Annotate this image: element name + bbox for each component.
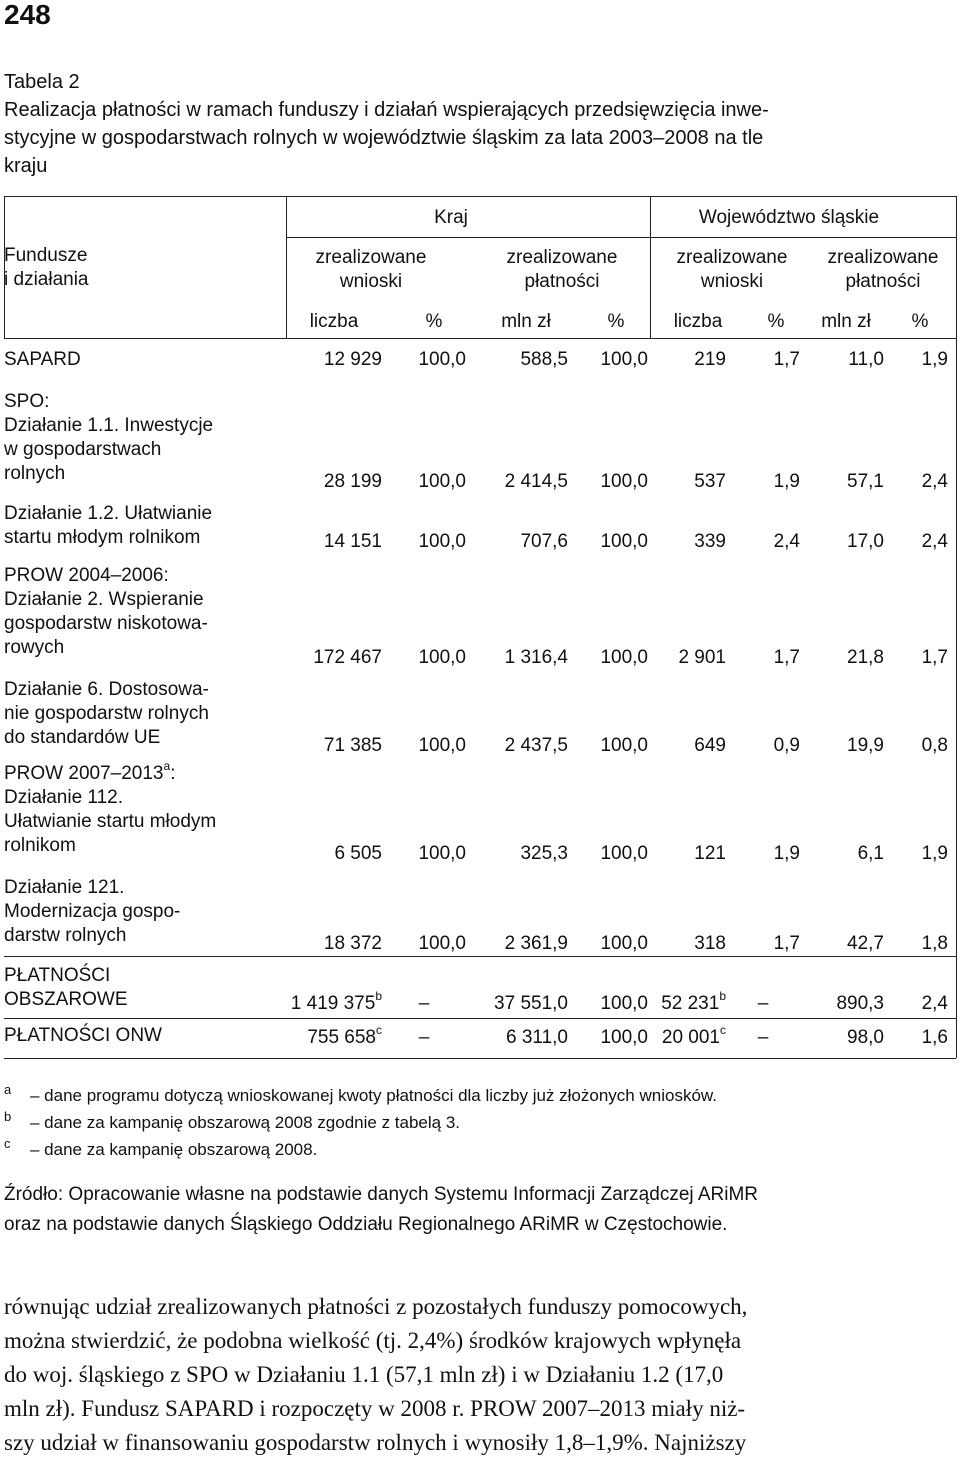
table-cell: [800, 734, 884, 758]
cell-value: 17,0: [847, 531, 884, 552]
table-cell: [726, 842, 800, 866]
subheader-line: wnioski: [339, 271, 403, 292]
table-number: Tabela 2: [4, 71, 80, 93]
table-cell: [466, 470, 568, 494]
footnote-ref: c: [376, 1022, 382, 1037]
cell-value: 1,9: [921, 843, 948, 864]
cell-value: 1,7: [921, 647, 948, 668]
cell-value: 6 505: [334, 843, 382, 864]
body-line: równując udział zrealizowanych płatności z pozostałych funduszy pomocowych,: [4, 1294, 748, 1319]
table-cell: [568, 348, 648, 372]
unit-header: mln zł: [501, 311, 551, 332]
table-cell: [568, 992, 648, 1016]
cell-value: 1,9: [773, 843, 800, 864]
row-label-line: [4, 1024, 284, 1048]
subheader-kraj-platnosci: [476, 246, 648, 294]
page-number: 248: [4, 0, 51, 30]
table-cell: [568, 470, 648, 494]
cell-value: 2 361,9: [504, 933, 568, 954]
row-label-text: OBSZAROWE: [4, 989, 128, 1010]
row-header-line: Fundusze: [4, 245, 88, 266]
footnote-mark: c: [4, 1136, 11, 1151]
table-cell: [466, 932, 568, 956]
unit-header: %: [911, 311, 929, 332]
cell-value: 1,7: [773, 349, 800, 370]
unit-header: mln zł: [821, 311, 871, 332]
row-label-line: [4, 348, 284, 372]
row-label-text: Działanie 6. Dostosowa-: [4, 679, 209, 700]
cell-value: 318: [694, 933, 726, 954]
cell-value: 100,0: [600, 531, 648, 552]
table-cell: [466, 1026, 568, 1050]
cell-value: 219: [694, 349, 726, 370]
table-cell: [726, 530, 800, 554]
footnotes: [4, 1082, 956, 1163]
cell-value: 1,7: [773, 647, 800, 668]
row-label: [4, 564, 284, 660]
table-cell: [726, 734, 800, 758]
cell-value: 100,0: [418, 349, 466, 370]
table-cell: [648, 932, 726, 956]
row-label: [4, 502, 284, 550]
right-border: [956, 196, 957, 1058]
footnote-ref: a: [163, 758, 171, 773]
cell-value: 100,0: [418, 531, 466, 552]
footnote-ref: b: [375, 988, 382, 1003]
table-cell: [382, 348, 466, 372]
table-cell: [568, 530, 648, 554]
footnote-a: [4, 1082, 956, 1109]
table-cell: [382, 646, 466, 670]
table-cell: [800, 470, 884, 494]
row-rule: [4, 956, 956, 957]
row-label: [4, 1024, 284, 1048]
row-label-text: Działanie 2. Wspieranie: [4, 589, 204, 610]
group-rule: [286, 237, 956, 238]
cell-value: 6 311,0: [506, 1027, 568, 1048]
row-label-line: [4, 702, 284, 726]
cell-value: 57,1: [847, 471, 884, 492]
table-cell: [884, 348, 948, 372]
cell-value: 21,8: [847, 647, 884, 668]
table-cell: [800, 1026, 884, 1050]
footnote-ref: b: [719, 988, 726, 1003]
cell-value: 71 385: [323, 735, 382, 756]
cell-value: 755 658: [307, 1027, 376, 1048]
table-title-line-3: kraju: [4, 155, 48, 177]
cell-value: 1,7: [773, 933, 800, 954]
table-title-line-2: stycyjne w gospodarstwach rolnych w województwie śląskim za lata 2003–2008 na tle: [4, 127, 764, 149]
table-cell: [648, 1022, 726, 1050]
table-cell: [286, 932, 382, 956]
row-label-line: [4, 810, 284, 834]
table-cell: [568, 932, 648, 956]
row-label: [4, 964, 284, 1012]
table-cell: [800, 992, 884, 1016]
table-cell: [800, 646, 884, 670]
table-cell: [466, 842, 568, 866]
row-label-text: rowych: [4, 637, 65, 658]
table-cell: [286, 348, 382, 372]
row-rule: [4, 1018, 956, 1019]
row-label-line: [4, 964, 284, 988]
unit-header: %: [767, 311, 785, 332]
row-header: [4, 244, 284, 292]
cell-value: 1,6: [921, 1027, 948, 1048]
table-cell: [884, 932, 948, 956]
row-label-line: [4, 612, 284, 636]
table-caption: [4, 68, 956, 180]
row-label-text: Działanie 121.: [4, 877, 125, 898]
cell-value: 1 316,4: [504, 647, 568, 668]
cell-value: 1,9: [773, 471, 800, 492]
body-line: można stwierdzić, że podobna wielkość (tj. 2,4%) środków krajowych wpłynęła: [4, 1328, 742, 1353]
row-label-text: rolnych: [4, 463, 66, 484]
cell-value: 19,9: [847, 735, 884, 756]
table-cell: [382, 992, 466, 1016]
cell-value: 100,0: [600, 647, 648, 668]
row-header-line: i działania: [4, 269, 89, 290]
table-cell: [286, 988, 382, 1016]
table-cell: [884, 470, 948, 494]
footnote-mark: a: [4, 1082, 12, 1097]
row-label-text: startu młodym rolnikom: [4, 527, 201, 548]
table-cell: [382, 842, 466, 866]
row-label-text: SPO:: [4, 391, 50, 412]
table-cell: [466, 734, 568, 758]
cell-value: 100,0: [600, 1027, 648, 1048]
cell-value: 100,0: [600, 843, 648, 864]
body-paragraph: [4, 1290, 956, 1460]
table-cell: [884, 646, 948, 670]
footnote-b: [4, 1109, 956, 1136]
table-cell: [726, 1026, 800, 1050]
row-label-line: [4, 924, 284, 948]
row-label-text: PŁATNOŚCI ONW: [4, 1025, 162, 1046]
table-cell: [286, 734, 382, 758]
subheader-woj-platnosci: [810, 246, 956, 294]
row-label-line: [4, 988, 284, 1012]
body-line: mln zł). Fundusz SAPARD i rozpoczęty w 2008 r. PROW 2007–2013 miały niż-: [4, 1396, 746, 1421]
table-cell: [648, 646, 726, 670]
row-label: [4, 348, 284, 372]
row-label-line: [4, 786, 284, 810]
cell-value: 2,4: [773, 531, 800, 552]
row-label-text: PŁATNOŚCI: [4, 965, 111, 986]
table-cell: [286, 1022, 382, 1050]
subheader-line: zrealizowane: [506, 247, 618, 268]
row-label-line: [4, 414, 284, 438]
subheader-line: zrealizowane: [315, 247, 427, 268]
row-label-text: darstw rolnych: [4, 925, 127, 946]
table-cell: [726, 646, 800, 670]
table-top-rule: [4, 196, 956, 197]
row-label-text: gospodarstw niskotowa-: [4, 613, 208, 634]
footnote-text: – dane programu dotyczą wnioskowanej kwoty płatności dla liczby już złożonych wniosków.: [30, 1086, 717, 1105]
table-cell: [800, 842, 884, 866]
cell-value: 100,0: [600, 471, 648, 492]
footnote-c: [4, 1136, 956, 1163]
row-label-suffix: :: [170, 763, 176, 784]
cell-value: –: [418, 993, 430, 1014]
cell-value: –: [418, 1027, 430, 1048]
row-label-line: [4, 900, 284, 924]
cell-value: 12 929: [323, 349, 382, 370]
stub-column-rule: [286, 196, 287, 338]
row-label-line: [4, 758, 284, 786]
row-label-line: [4, 564, 284, 588]
row-label-line: [4, 726, 284, 750]
subheader-line: zrealizowane: [676, 247, 788, 268]
row-label-text: Działanie 112.: [4, 787, 124, 808]
cell-value: 339: [694, 531, 726, 552]
table-cell: [884, 842, 948, 866]
row-label-text: PROW 2007–2013: [4, 763, 164, 784]
table-cell: [800, 530, 884, 554]
table-cell: [286, 646, 382, 670]
subheader-line: płatności: [524, 271, 600, 292]
unit-header: liczba: [673, 311, 723, 332]
cell-value: 2 437,5: [504, 735, 568, 756]
table-cell: [726, 470, 800, 494]
table-cell: [884, 1026, 948, 1050]
source-note: [4, 1180, 956, 1240]
footnote-text: – dane za kampanię obszarową 2008 zgodnie z tabelą 3.: [30, 1113, 461, 1132]
row-label-text: Ułatwianie startu młodym: [4, 811, 217, 832]
table-cell: [568, 646, 648, 670]
row-label-line: [4, 526, 284, 550]
data-table: [4, 196, 956, 1058]
cell-value: 588,5: [520, 349, 568, 370]
cell-value: 20 001: [661, 1027, 720, 1048]
cell-value: 100,0: [600, 993, 648, 1014]
cell-value: 2 901: [678, 647, 726, 668]
cell-value: 649: [694, 735, 726, 756]
cell-value: 98,0: [847, 1027, 884, 1048]
table-cell: [800, 932, 884, 956]
row-label-text: nie gospodarstw rolnych: [4, 703, 209, 724]
row-label-line: [4, 438, 284, 462]
cell-value: 100,0: [418, 933, 466, 954]
cell-value: 2,4: [921, 993, 948, 1014]
group-header-kraj: Kraj: [434, 207, 468, 228]
footnote-mark: b: [4, 1109, 12, 1124]
table-cell: [568, 842, 648, 866]
cell-value: –: [757, 993, 769, 1014]
cell-value: –: [757, 1027, 769, 1048]
unit-header: %: [425, 311, 443, 332]
cell-value: 100,0: [600, 349, 648, 370]
table-cell: [884, 734, 948, 758]
table-cell: [466, 646, 568, 670]
table-cell: [382, 530, 466, 554]
source-line: oraz na podstawie danych Śląskiego Oddziału Regionalnego ARiMR w Częstochowie.: [4, 1214, 728, 1235]
subheader-line: wnioski: [700, 271, 764, 292]
row-label-text: Modernizacja gospo-: [4, 901, 181, 922]
table-cell: [648, 842, 726, 866]
cell-value: 100,0: [418, 843, 466, 864]
cell-value: 100,0: [600, 933, 648, 954]
cell-value: 2,4: [921, 531, 948, 552]
cell-value: 100,0: [418, 735, 466, 756]
unit-header: %: [607, 311, 625, 332]
table-bottom-rule: [4, 1058, 956, 1059]
cell-value: 37 551,0: [494, 993, 568, 1014]
cell-value: 18 372: [323, 933, 382, 954]
units-rule: [4, 338, 956, 339]
table-cell: [382, 932, 466, 956]
cell-value: 537: [694, 471, 726, 492]
cell-value: 100,0: [418, 647, 466, 668]
cell-value: 42,7: [847, 933, 884, 954]
row-label: [4, 758, 284, 858]
table-cell: [568, 1026, 648, 1050]
row-label-text: PROW 2004–2006:: [4, 565, 169, 586]
subheader-woj-wnioski: [654, 246, 810, 294]
cell-value: 707,6: [520, 531, 568, 552]
cell-value: 28 199: [323, 471, 382, 492]
source-line: Źródło: Opracowanie własne na podstawie danych Systemu Informacji Zarządczej ARiMR: [4, 1184, 758, 1205]
row-label: [4, 876, 284, 948]
cell-value: 0,8: [921, 735, 948, 756]
subheader-line: zrealizowane: [827, 247, 939, 268]
row-label: [4, 678, 284, 750]
row-label: [4, 390, 284, 486]
unit-header: liczba: [309, 311, 359, 332]
cell-value: 1,8: [921, 933, 948, 954]
row-label-text: w gospodarstwach: [4, 439, 162, 460]
table-cell: [648, 734, 726, 758]
row-label-line: [4, 834, 284, 858]
table-cell: [286, 842, 382, 866]
row-label-line: [4, 636, 284, 660]
subheader-kraj-wnioski: [286, 246, 456, 294]
row-label-text: Działanie 1.1. Inwestycje: [4, 415, 214, 436]
row-label-text: Działanie 1.2. Ułatwianie: [4, 503, 213, 524]
group-header-wojewodztwo: Województwo śląskie: [698, 207, 880, 228]
cell-value: 325,3: [520, 843, 568, 864]
group-column-rule: [650, 196, 651, 338]
footnote-ref: c: [720, 1022, 726, 1037]
cell-value: 1,9: [921, 349, 948, 370]
table-cell: [286, 470, 382, 494]
table-cell: [726, 932, 800, 956]
body-line: szy udział w finansowaniu gospodarstw rolnych i wynosiły 1,8–1,9%. Najniższy: [4, 1430, 747, 1455]
table-cell: [800, 348, 884, 372]
row-label-line: [4, 876, 284, 900]
row-label-text: rolnikom: [4, 835, 76, 856]
table-cell: [382, 470, 466, 494]
subheader-line: płatności: [845, 271, 921, 292]
cell-value: 100,0: [600, 735, 648, 756]
table-cell: [648, 530, 726, 554]
cell-value: 890,3: [836, 993, 884, 1014]
cell-value: 1 419 375: [290, 993, 376, 1014]
table-cell: [648, 988, 726, 1016]
table-cell: [466, 992, 568, 1016]
table-cell: [382, 734, 466, 758]
cell-value: 14 151: [323, 531, 382, 552]
table-cell: [726, 348, 800, 372]
row-label-text: do standardów UE: [4, 727, 161, 748]
table-cell: [466, 348, 568, 372]
table-cell: [726, 992, 800, 1016]
row-label-text: SAPARD: [4, 349, 81, 370]
cell-value: 121: [694, 843, 726, 864]
table-cell: [648, 348, 726, 372]
row-label-line: [4, 462, 284, 486]
row-label-line: [4, 678, 284, 702]
table-cell: [648, 470, 726, 494]
cell-value: 100,0: [418, 471, 466, 492]
cell-value: 6,1: [857, 843, 884, 864]
row-label-line: [4, 588, 284, 612]
footnote-text: – dane za kampanię obszarową 2008.: [30, 1140, 318, 1159]
body-line: do woj. śląskiego z SPO w Działaniu 1.1 (57,1 mln zł) i w Działaniu 1.2 (17,0: [4, 1362, 724, 1387]
table-cell: [466, 530, 568, 554]
table-cell: [568, 734, 648, 758]
cell-value: 2 414,5: [504, 471, 568, 492]
table-cell: [382, 1026, 466, 1050]
row-label-line: [4, 502, 284, 526]
row-label-line: [4, 390, 284, 414]
cell-value: 0,9: [773, 735, 800, 756]
cell-value: 2,4: [921, 471, 948, 492]
cell-value: 172 467: [313, 647, 382, 668]
table-cell: [884, 992, 948, 1016]
table-title-line-1: Realizacja płatności w ramach funduszy i działań wspierających przedsięwzięcia inwe-: [4, 99, 769, 121]
table-cell: [884, 530, 948, 554]
table-cell: [286, 530, 382, 554]
left-border: [4, 196, 5, 338]
cell-value: 52 231: [661, 993, 720, 1014]
cell-value: 11,0: [848, 349, 884, 370]
